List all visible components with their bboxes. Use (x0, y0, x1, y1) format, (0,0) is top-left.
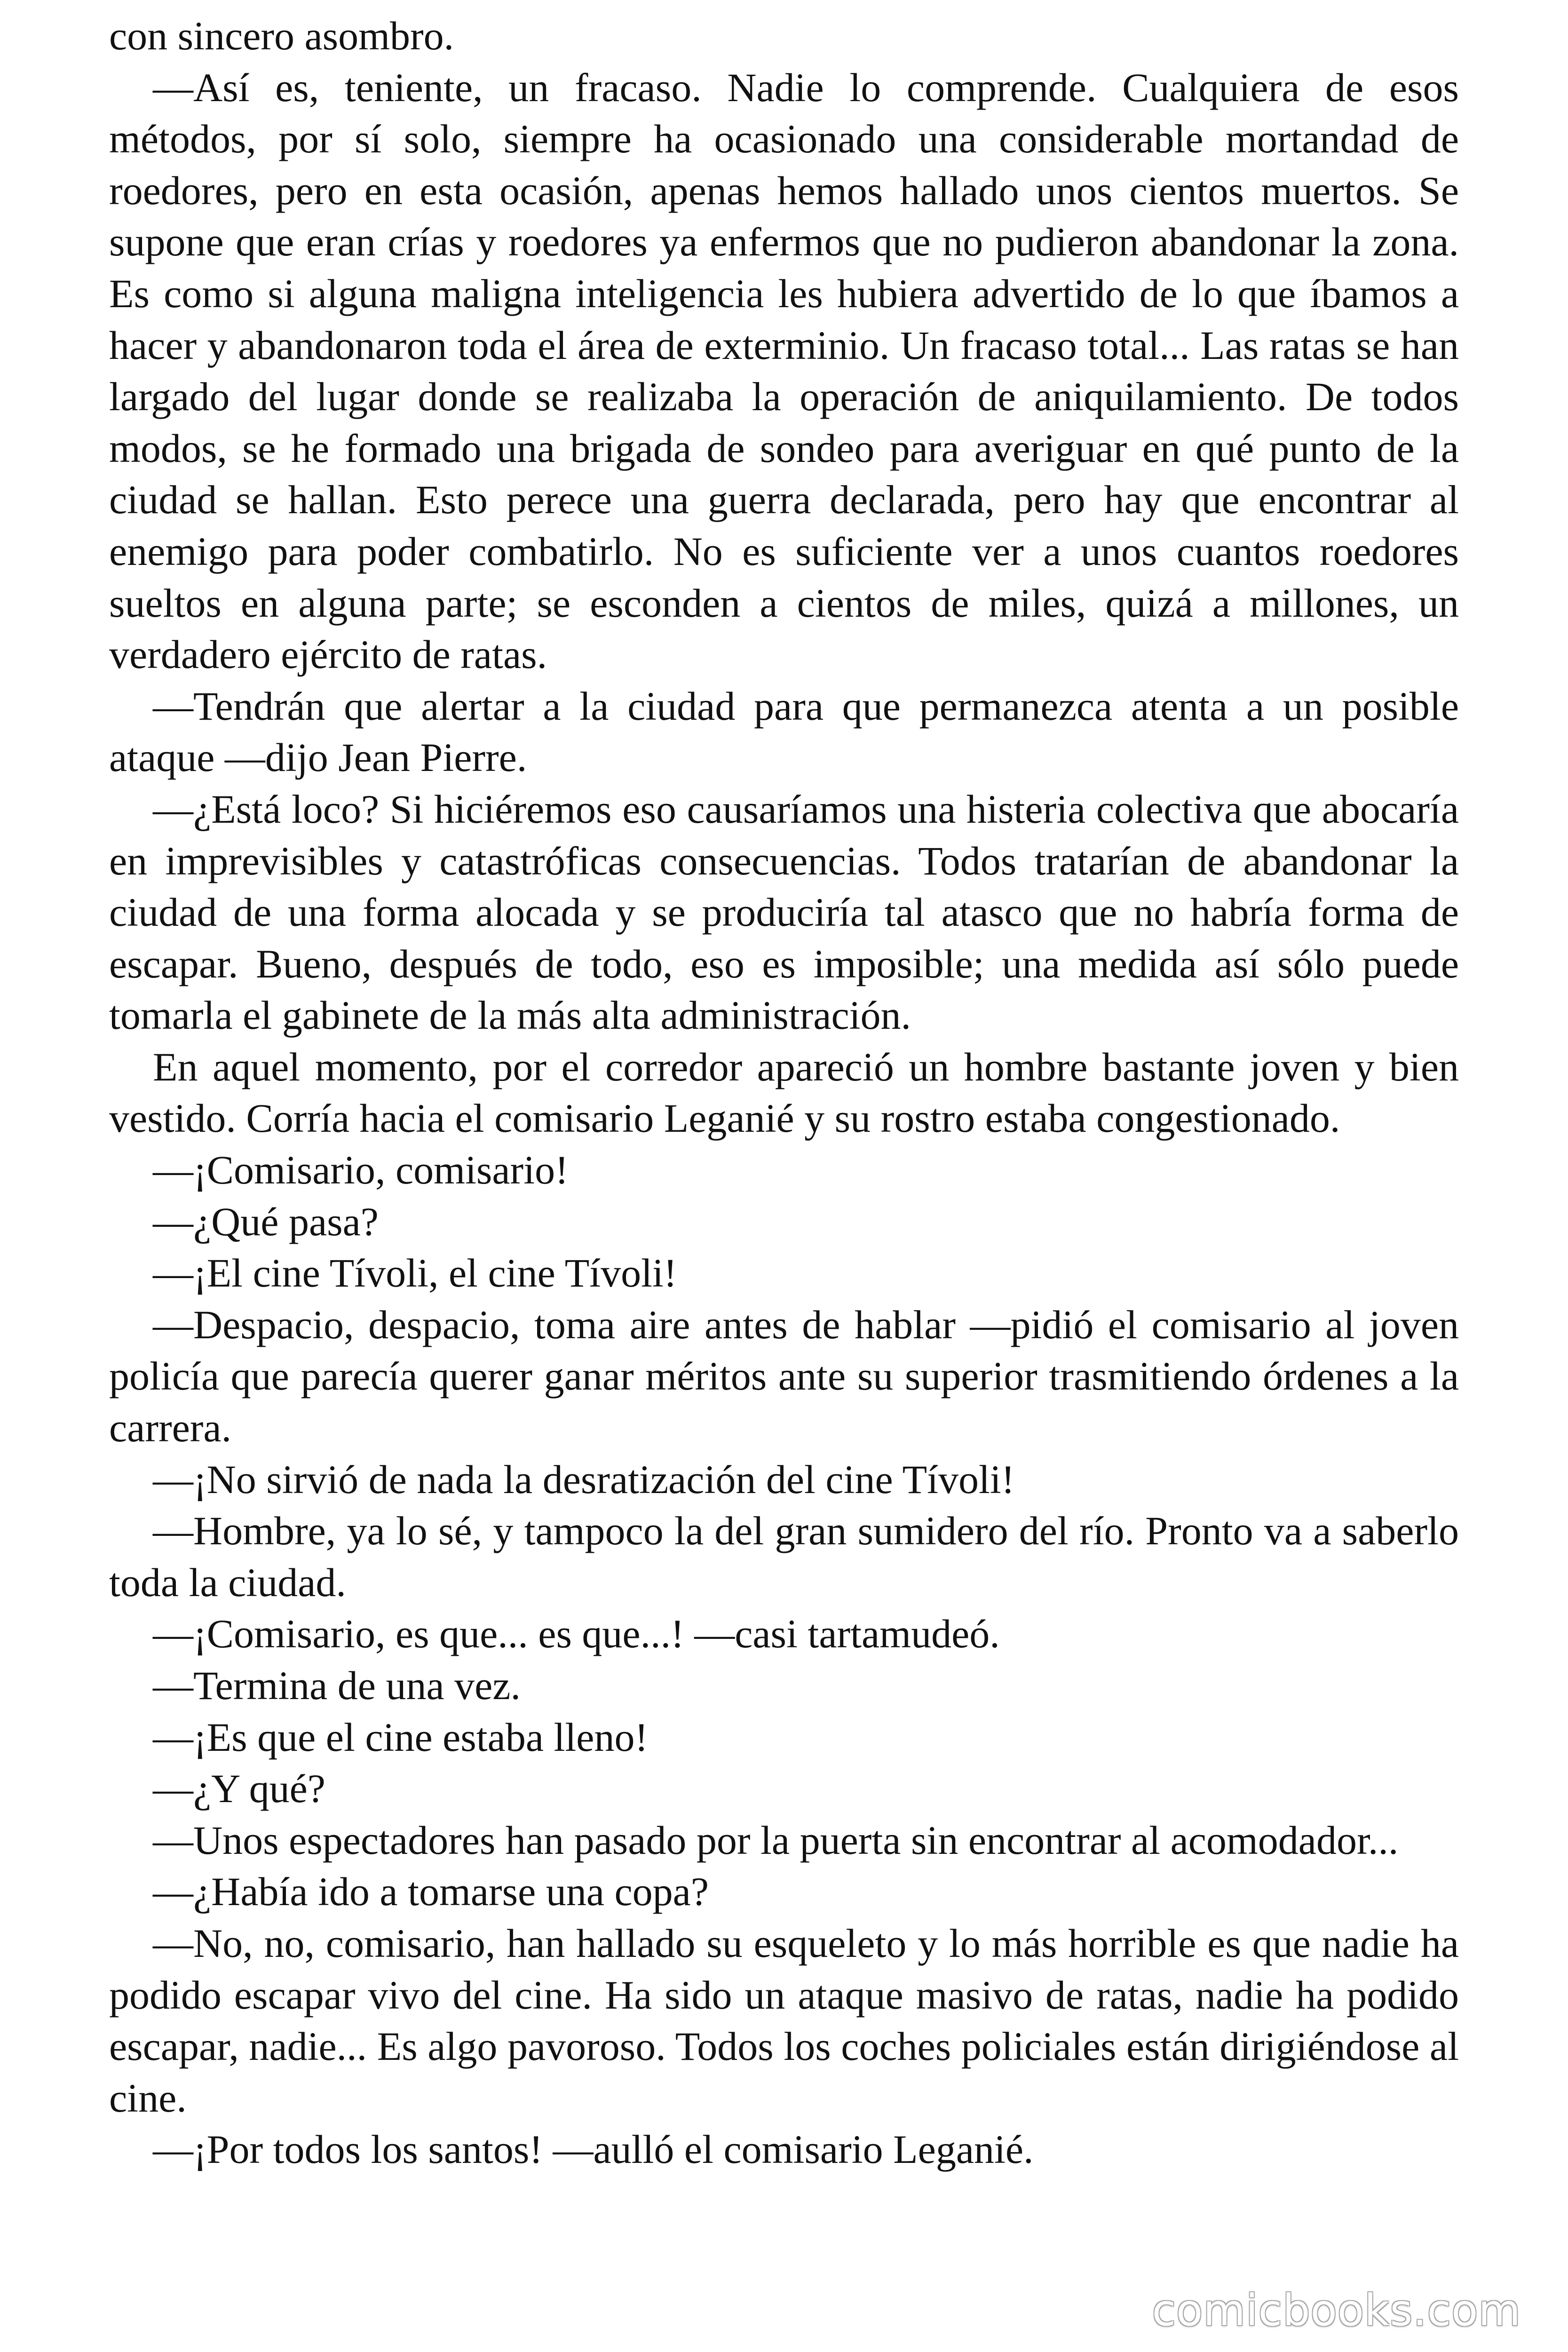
paragraph: —¡El cine Tívoli, el cine Tívoli! (153, 1250, 677, 1296)
paragraph: —No, no, comisario, han hallado su esqueleto y lo más horrible es que nadie ha podido escapar vivo del cine. Ha sido un ataque masivo de ratas, nadie ha podido escapar, nadie... Es algo pavoroso. Todos los coches policiales están dirigiéndose al cine. (109, 1920, 1459, 2121)
paragraph: —Así es, teniente, un fracaso. Nadie lo comprende. Cualquiera de esos métodos, por sí solo, siempre ha ocasionado una considerable mortandad de roedores, pero en esta ocasión, apenas hemos hallado unos cientos muertos. Se supone que eran crías y roedores ya enfermos que no pudieron abandonar la zona. Es como si alguna maligna inteligencia les hubiera advertido de lo que íbamos a hacer y abandonaron toda el área de exterminio. Un fracaso total... Las ratas se han largado del lugar donde se realizaba la operación de aniquilamiento. De todos modos, se he formado una brigada de sondeo para averiguar en qué punto de la ciudad se hallan. Esto perece una guerra declarada, pero hay que encontrar al enemigo para poder combatirlo. No es suficiente ver a unos cuantos roedores sueltos en alguna parte; se esconden a cientos de miles, quizá a millones, un verdadero ejército de ratas. (109, 64, 1459, 677)
paragraph: —Unos espectadores han pasado por la puerta sin encontrar al acomodador... (153, 1817, 1399, 1863)
paragraph: —¡Por todos los santos! —aulló el comisario Leganié. (153, 2127, 1034, 2172)
paragraph: —Tendrán que alertar a la ciudad para que permanezca atenta a un posible ataque —dijo Jean Pierre. (109, 683, 1459, 780)
paragraph: En aquel momento, por el corredor apareció un hombre bastante joven y bien vestido. Corría hacia el comisario Leganié y su rostro estaba congestionado. (109, 1044, 1459, 1141)
paragraph: —¡Es que el cine estaba lleno! (153, 1714, 649, 1760)
paragraph: —Hombre, ya lo sé, y tampoco la del gran sumidero del río. Pronto va a saberlo toda la ciudad. (109, 1508, 1459, 1605)
paragraph: —¡Comisario, es que... es que...! —casi tartamudeó. (153, 1611, 1000, 1657)
paragraph: con sincero asombro. (109, 13, 454, 58)
watermark-logo: comicbooks.com (1152, 2285, 1521, 2336)
paragraph: —Despacio, despacio, toma aire antes de hablar —pidió el comisario al joven policía que parecía querer ganar méritos ante su superior trasmitiendo órdenes a la carrera. (109, 1302, 1459, 1451)
paragraph: —¡No sirvió de nada la desratización del cine Tívoli! (153, 1456, 1015, 1502)
paragraph: —¿Y qué? (153, 1766, 325, 1812)
paragraph: —¡Comisario, comisario! (153, 1147, 569, 1193)
paragraph: —¿Qué pasa? (153, 1199, 379, 1244)
paragraph: —Termina de una vez. (153, 1663, 521, 1708)
page-body-text (109, 10, 1459, 2176)
paragraph: —¿Había ido a tomarse una copa? (153, 1869, 709, 1915)
paragraph: —¿Está loco? Si hiciéremos eso causaríamos una histeria colectiva que abocaría en imprevisibles y catastróficas consecuencias. Todos tratarían de abandonar la ciudad de una forma alocada y se produciría tal atasco que no habría forma de escapar. Bueno, después de todo, eso es imposible; una medida así sólo puede tomarla el gabinete de la más alta administración. (109, 786, 1459, 1038)
